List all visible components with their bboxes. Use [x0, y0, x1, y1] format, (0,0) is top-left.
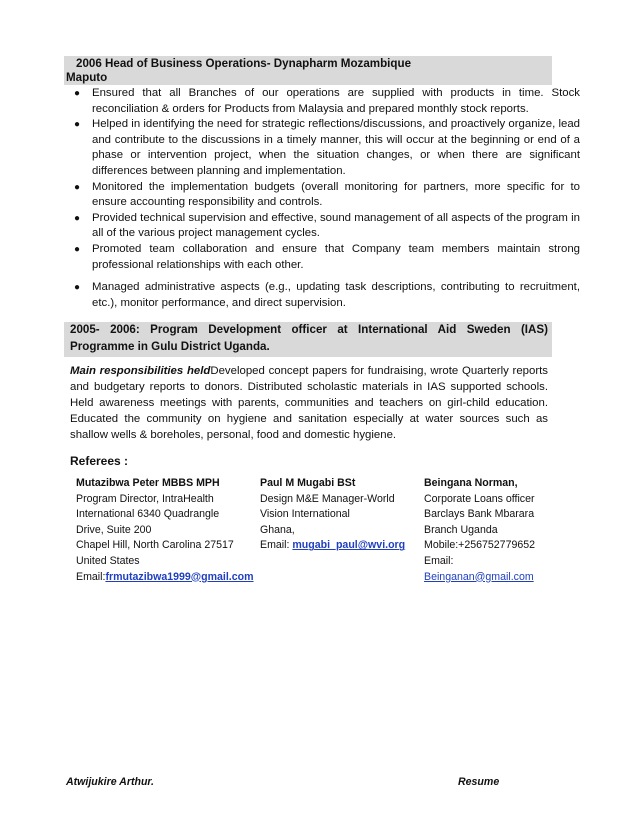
list-item: ● Helped in identifying the need for strategic reflections/discussions, and proactively organize, lead and contribute to the discussions in a timely manner, this will occur at the beginning or end of a phase or intervention project, when the situation changes, or when there are significant differences between planning and implementation.: [74, 118, 580, 177]
referee-name: Mutazibwa Peter MBBS MPH: [76, 477, 220, 489]
job2-title-line2: Programme in Gulu District Uganda.: [70, 340, 270, 353]
job1-location: Maputo: [66, 71, 108, 84]
list-item: ● Provided technical supervision and effective, sound management of all aspects of the program in all of the various project management cycles.: [74, 211, 580, 240]
bullet-icon: ●: [74, 88, 81, 99]
referee-name: Beingana Norman,: [424, 477, 518, 489]
referee-line: Corporate Loans officer: [424, 492, 535, 505]
referee-3: [424, 476, 574, 585]
referee-2: [260, 476, 420, 554]
referee-line: Barclays Bank Mbarara: [424, 508, 535, 521]
referee-email-row: [260, 538, 420, 554]
referee-line: International 6340 Quadrangle: [76, 508, 220, 521]
list-item: ● Ensured that all Branches of our operations are supplied with products in time. Stock reconciliation & orders for Products from Malaysia and prepared monthly stock reports.: [74, 87, 580, 115]
referee-name: Paul M Mugabi BSt: [260, 477, 356, 489]
job2-description: [70, 363, 548, 443]
email-label: Email:: [76, 570, 106, 583]
email-label: Email:: [260, 539, 293, 552]
referee-line: Chapel Hill, North Carolina 27517: [76, 539, 234, 552]
referee-line: Drive, Suite 200: [76, 523, 152, 536]
list-item: ● Monitored the implementation budgets (overall monitoring for partners, more specific for to ensure accounting responsibility and controls.: [74, 180, 580, 209]
referee-1: [76, 476, 256, 585]
email-link[interactable]: mugabi_paul@wvi.org: [292, 539, 406, 552]
bullet-icon: ●: [74, 243, 81, 255]
referee-email-row: [76, 570, 256, 586]
referee-line: Branch Uganda: [424, 523, 498, 536]
list-item: ● Promoted team collaboration and ensure that Company team members maintain strong professional relationships with each other.: [74, 242, 580, 271]
job2-body: Developed concept papers for fundraising, wrote Quarterly reports and budgetary reports to donors. Distributed scholastic materials in IAS supported schools. Held awareness meetings with parents, communities and teachers on girl-child education. Educated the community on hygiene and sanitation especially at water sources such as shallow wells & boreholes, personal, food and domestic hygiene.: [70, 365, 548, 441]
job1-title: 2006 Head of Business Operations- Dynapharm Mozambique: [76, 57, 412, 70]
job2-title-line1: 2005- 2006: Program Development officer at International Aid Sweden (IAS): [70, 323, 548, 336]
bullet-icon: ●: [74, 181, 81, 193]
bullet-icon: ●: [74, 212, 81, 224]
referee-line: Design M&E Manager-World: [260, 492, 395, 505]
footer-author: Atwijukire Arthur.: [66, 776, 154, 788]
list-item: ● Managed administrative aspects (e.g., updating task descriptions, contributing to recruitment, etc.), monitor performance, and direct supervision.: [74, 281, 580, 309]
email-link[interactable]: Beinganan@gmail.com: [424, 570, 534, 583]
email-link[interactable]: frmutazibwa1999@gmail.com: [105, 570, 254, 583]
referee-line: United States: [76, 554, 140, 567]
referee-line: Vision International: [260, 508, 350, 521]
referee-line: Ghana,: [260, 523, 295, 536]
bullet-icon: ●: [74, 282, 81, 294]
bullet-icon: ●: [74, 119, 81, 131]
job1-bullet-list: [68, 86, 580, 311]
footer-doc-type: Resume: [458, 776, 500, 788]
job2-lead: Main responsibilities held: [70, 365, 211, 377]
referees-heading: Referees :: [70, 454, 129, 468]
referee-line: Email:: [424, 554, 454, 567]
referee-line: Program Director, IntraHealth: [76, 492, 214, 505]
referee-line: Mobile:+256752779652: [424, 539, 536, 552]
